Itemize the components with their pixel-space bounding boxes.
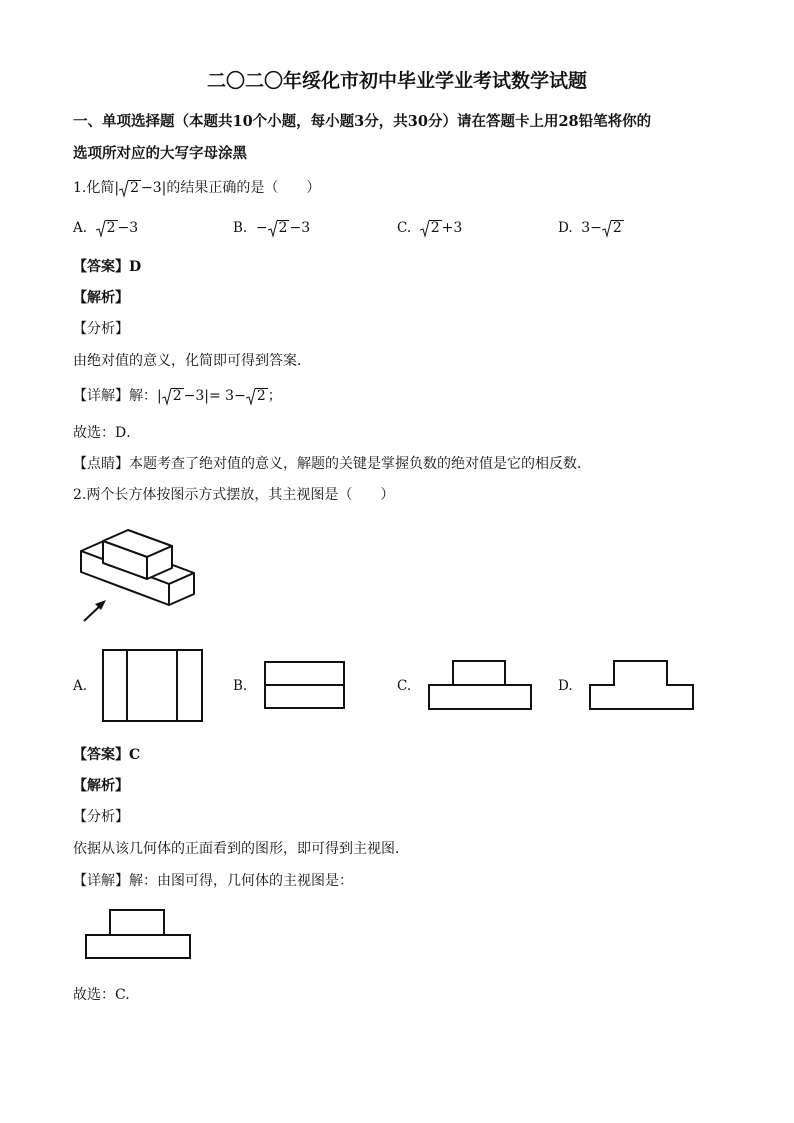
q1-option-d xyxy=(558,220,624,236)
answer-tag: 【答案】 xyxy=(73,747,129,763)
q1-stem-rest: −3|的结果正确的是（ ） xyxy=(141,180,321,196)
sqrt-symbol xyxy=(119,180,141,196)
option-label: D. xyxy=(558,220,573,236)
isometric-figure xyxy=(76,518,201,626)
q1-stem-radicand: 2 xyxy=(130,180,139,196)
q2-detail xyxy=(73,870,353,890)
option-post: −3 xyxy=(117,220,139,236)
sqrt-symbol xyxy=(96,220,118,236)
option-pre: 3− xyxy=(581,220,602,236)
section-heading-line2: 选项所对应的大写字母涂黑 xyxy=(73,145,247,162)
detail-text: 解：由图可得，几何体的主视图是： xyxy=(129,873,353,889)
comment-text: 本题考查了绝对值的意义，解题的关键是掌握负数的绝对值是它的相反数． xyxy=(129,456,591,472)
q2-stem: 2.两个长方体按图示方式摆放，其主视图是（ ） xyxy=(73,487,395,503)
detail-tag: 【详解】 xyxy=(73,388,129,404)
detail-radicand-2: 2 xyxy=(256,388,266,404)
detail-end: ； xyxy=(267,388,282,404)
q2-option-a-label: A. xyxy=(73,678,88,694)
q1-answer xyxy=(73,256,141,276)
q2-option-c-label: C. xyxy=(397,678,412,694)
option-radicand: 2 xyxy=(612,220,622,236)
q2-fenxi-tag: 【分析】 xyxy=(73,809,129,825)
q1-option-a xyxy=(73,220,138,236)
q2-option-d-figure xyxy=(588,658,696,713)
detail-prefix: 解：| xyxy=(129,388,162,404)
option-label: A. xyxy=(73,220,88,236)
sqrt-symbol xyxy=(420,220,442,236)
section-heading-line1: 一、单项选择题（本题共10个小题，每小题3分，共30分）请在答题卡上用28铅笔将你的 xyxy=(73,113,652,130)
q1-analysis-tag: 【解析】 xyxy=(73,290,129,306)
sqrt-symbol xyxy=(246,388,268,404)
q1-fenxi: 由绝对值的意义，化简即可得到答案． xyxy=(73,353,311,369)
q2-option-b-figure xyxy=(262,660,347,712)
answer-value: D xyxy=(129,259,142,275)
option-post: −3 xyxy=(289,220,311,236)
q2-option-d-label: D. xyxy=(558,678,573,694)
q2-detail-figure xyxy=(83,908,193,962)
page-title: 二〇二〇年绥化市初中毕业学业考试数学试题 xyxy=(206,70,587,92)
q1-option-c xyxy=(397,220,462,236)
q1-stem xyxy=(73,177,320,197)
option-post: +3 xyxy=(441,220,463,236)
detail-tag: 【详解】 xyxy=(73,873,129,889)
q1-detail xyxy=(73,385,282,405)
option-radicand: 2 xyxy=(278,220,288,236)
q2-choose: 故选：C. xyxy=(73,987,130,1003)
sqrt-symbol xyxy=(602,220,624,236)
q2-option-b-label: B. xyxy=(233,678,248,694)
q1-option-b xyxy=(233,220,310,236)
q2-option-c-figure xyxy=(426,658,534,713)
option-pre: − xyxy=(255,220,268,236)
detail-mid: −3|= 3− xyxy=(183,388,246,404)
option-radicand: 2 xyxy=(106,220,116,236)
q1-stem-prefix: 1.化简| xyxy=(73,180,120,196)
answer-value: C xyxy=(129,747,141,763)
option-radicand: 2 xyxy=(430,220,440,236)
q2-answer xyxy=(73,744,140,764)
q1-comment xyxy=(73,453,591,473)
sqrt-symbol xyxy=(162,388,184,404)
q2-option-a-figure xyxy=(101,648,205,724)
q1-fenxi-tag: 【分析】 xyxy=(73,321,129,337)
option-label: C. xyxy=(397,220,412,236)
q1-choose: 故选：D． xyxy=(73,425,141,441)
sqrt-symbol xyxy=(268,220,290,236)
option-label: B. xyxy=(233,220,248,236)
comment-tag: 【点睛】 xyxy=(73,456,129,472)
detail-radicand: 2 xyxy=(172,388,182,404)
q2-analysis-tag: 【解析】 xyxy=(73,778,129,794)
q2-fenxi: 依据从该几何体的正面看到的图形，即可得到主视图． xyxy=(73,841,409,857)
answer-tag: 【答案】 xyxy=(73,259,129,275)
